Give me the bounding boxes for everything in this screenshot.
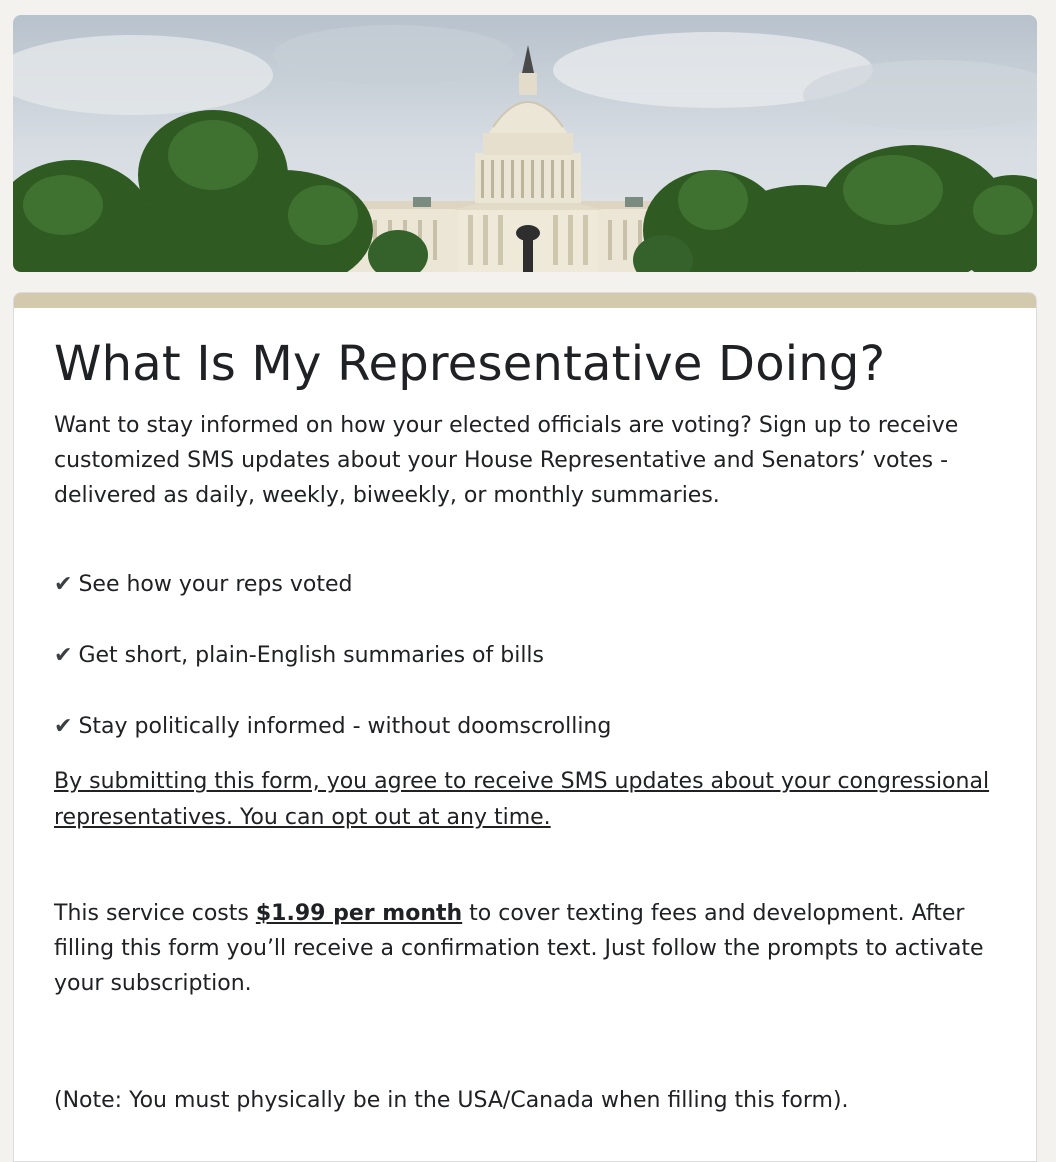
sms-consent-notice	[54, 764, 996, 836]
benefit-item	[54, 567, 996, 602]
capitol-building-image	[13, 15, 1037, 272]
benefit-text: Stay politically informed - without doomscrolling	[78, 714, 612, 739]
benefit-item	[54, 709, 996, 744]
benefit-text: See how your reps voted	[78, 572, 353, 597]
form-intro: Want to stay informed on how your elected officials are voting? Sign up to receive customized SMS updates about your House Representative and Senators’ votes - delivered as daily, weekly, biweekly, or monthly summaries.	[54, 413, 966, 508]
benefit-item	[54, 638, 996, 673]
checkmark-icon: ✔	[54, 643, 73, 668]
sms-consent-text: By submitting this form, you agree to receive SMS updates about your congressional representatives. You can opt out at any time.	[54, 769, 990, 830]
checkmark-icon: ✔	[54, 714, 73, 739]
header-banner-image	[13, 15, 1037, 272]
cost-prefix: This service costs	[54, 901, 256, 926]
checkmark-icon: ✔	[54, 572, 73, 597]
pricing-paragraph	[54, 896, 996, 1001]
benefit-text: Get short, plain-English summaries of bills	[78, 643, 545, 668]
form-header-card	[13, 292, 1037, 1162]
location-note: (Note: You must physically be in the USA/Canada when filling this form).	[54, 1088, 849, 1113]
card-accent-bar	[14, 293, 1036, 308]
cost-suffix: to cover texting fees and development. After filling this form you’ll receive a confirmation text. Just follow the prompts to activate your subscription.	[54, 901, 984, 996]
form-title: What Is My Representative Doing?	[54, 336, 886, 392]
card-body	[14, 308, 1036, 1118]
price-label: $1.99 per month	[255, 901, 463, 926]
